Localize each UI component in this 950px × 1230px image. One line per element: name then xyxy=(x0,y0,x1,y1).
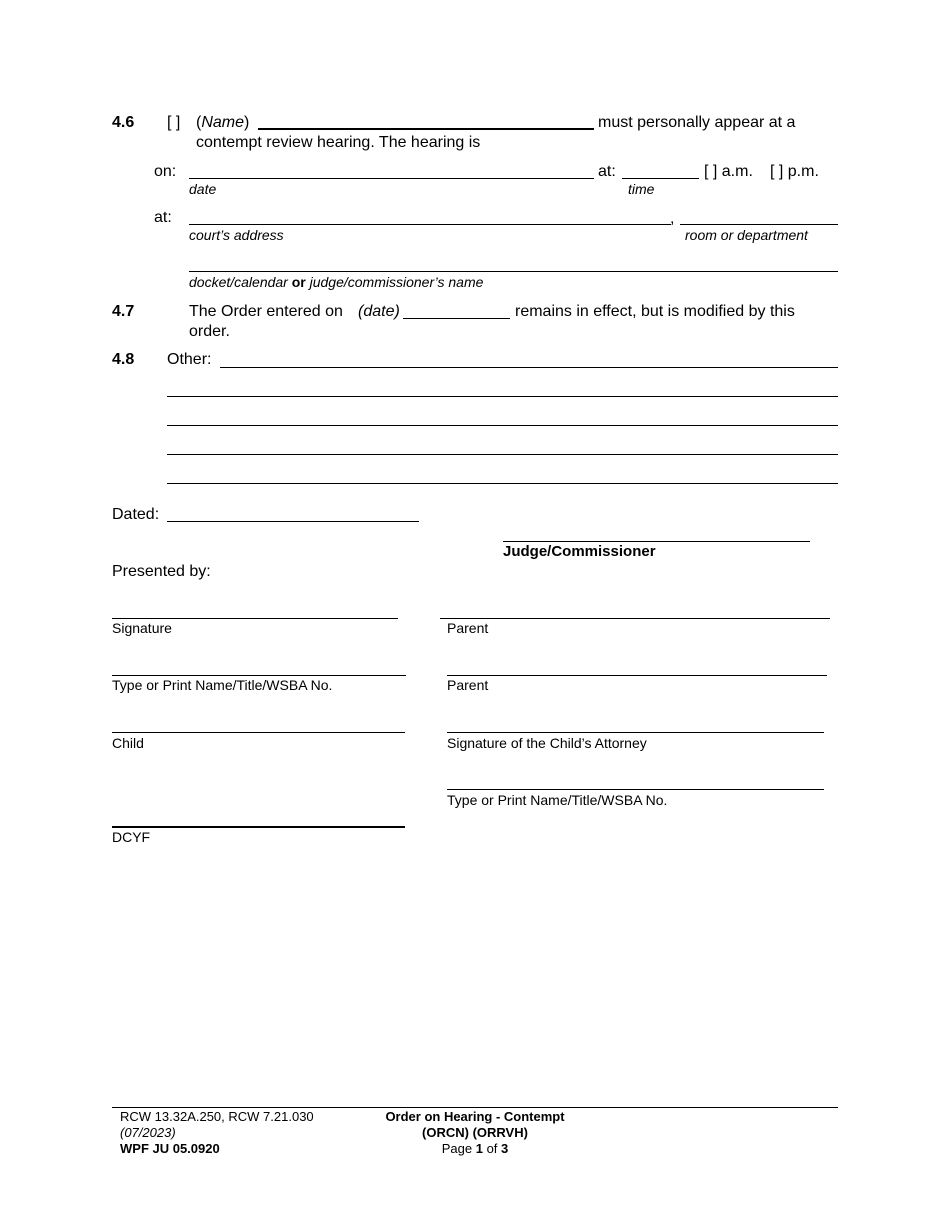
order-entered-text: The Order entered on xyxy=(189,303,343,320)
hearing-time-field[interactable] xyxy=(622,178,699,179)
dated-label: Dated: xyxy=(112,506,160,523)
pm-checkbox[interactable]: [ ] p.m. xyxy=(770,163,819,180)
on-label: on: xyxy=(154,163,177,180)
type-name2-line[interactable] xyxy=(447,789,824,790)
court-address-field[interactable] xyxy=(189,224,671,225)
presented-by-label: Presented by: xyxy=(112,563,211,580)
name-prompt: (Name) xyxy=(196,114,250,131)
docket-label xyxy=(189,274,483,291)
other-line-3[interactable] xyxy=(167,425,838,426)
footer-rev-date: (07/2023) xyxy=(120,1125,176,1140)
page-number: 1 xyxy=(475,1141,483,1156)
am-checkbox[interactable]: [ ] a.m. xyxy=(704,163,753,180)
other-line-4[interactable] xyxy=(167,454,838,455)
dcyf-label: DCYF xyxy=(112,829,151,845)
comma: , xyxy=(670,210,675,227)
at-address-label: at: xyxy=(154,209,172,226)
parent1-label: Parent xyxy=(447,620,489,636)
other-line-2[interactable] xyxy=(167,396,838,397)
checkbox-4-6[interactable]: [ ] xyxy=(167,114,181,131)
signature-label: Signature xyxy=(112,620,172,636)
footer-form-number: WPF JU 05.0920 xyxy=(120,1141,220,1156)
date-label: date xyxy=(189,181,217,197)
footer-codes: (ORCN) (ORRVH) xyxy=(422,1125,528,1140)
other-line-5[interactable] xyxy=(167,483,838,484)
footer-page xyxy=(378,1141,572,1157)
name-label: Name xyxy=(201,114,245,131)
type-name1-label: Type or Print Name/Title/WSBA No. xyxy=(112,677,333,693)
type-name1-line[interactable] xyxy=(112,675,406,676)
date-word: (date) xyxy=(358,303,400,320)
hearing-text: contempt review hearing. The hearing is xyxy=(196,134,481,151)
room-field[interactable] xyxy=(680,224,838,225)
order-date-field[interactable] xyxy=(403,318,510,319)
parent2-line[interactable] xyxy=(447,675,827,676)
parent2-label: Parent xyxy=(447,677,489,693)
remains-text: remains in effect, but is modified by this xyxy=(515,303,795,320)
time-label: time xyxy=(628,181,655,197)
room-label: room or department xyxy=(685,227,808,243)
signature-line[interactable] xyxy=(112,618,398,619)
section-4-8-number: 4.8 xyxy=(112,351,135,368)
at-time-label: at: xyxy=(598,163,616,180)
child-attorney-label: Signature of the Child’s Attorney xyxy=(447,735,647,751)
section-4-6-number: 4.6 xyxy=(112,114,135,131)
page-total: 3 xyxy=(501,1141,509,1156)
footer-rcw: RCW 13.32A.250, RCW 7.21.030 xyxy=(120,1109,314,1124)
dated-field[interactable] xyxy=(167,521,419,522)
name-field[interactable] xyxy=(258,128,594,130)
child-label: Child xyxy=(112,735,144,751)
page-word: Page xyxy=(441,1141,473,1156)
type-name2-label: Type or Print Name/Title/WSBA No. xyxy=(447,792,668,808)
footer-title: Order on Hearing - Contempt xyxy=(385,1109,565,1124)
judge-name-label: judge/commissioner’s name xyxy=(309,274,484,290)
or-word: or xyxy=(291,274,306,290)
order-text-line2: order. xyxy=(189,323,230,340)
court-address-label: court’s address xyxy=(189,227,284,243)
dcyf-line[interactable] xyxy=(112,826,405,828)
appear-text: must personally appear at a xyxy=(598,114,796,131)
docket-text: docket/calendar xyxy=(189,274,288,290)
footer-divider xyxy=(112,1107,838,1108)
other-label: Other: xyxy=(167,351,212,368)
parent1-line[interactable] xyxy=(440,618,830,619)
docket-field[interactable] xyxy=(189,271,838,272)
of-word: of xyxy=(486,1141,498,1156)
judge-label: Judge/Commissioner xyxy=(503,543,656,560)
judge-signature-line[interactable] xyxy=(503,541,810,542)
hearing-date-field[interactable] xyxy=(189,178,594,179)
section-4-7-number: 4.7 xyxy=(112,303,135,320)
child-attorney-line[interactable] xyxy=(447,732,824,733)
child-line[interactable] xyxy=(112,732,405,733)
other-line-1[interactable] xyxy=(220,367,838,368)
